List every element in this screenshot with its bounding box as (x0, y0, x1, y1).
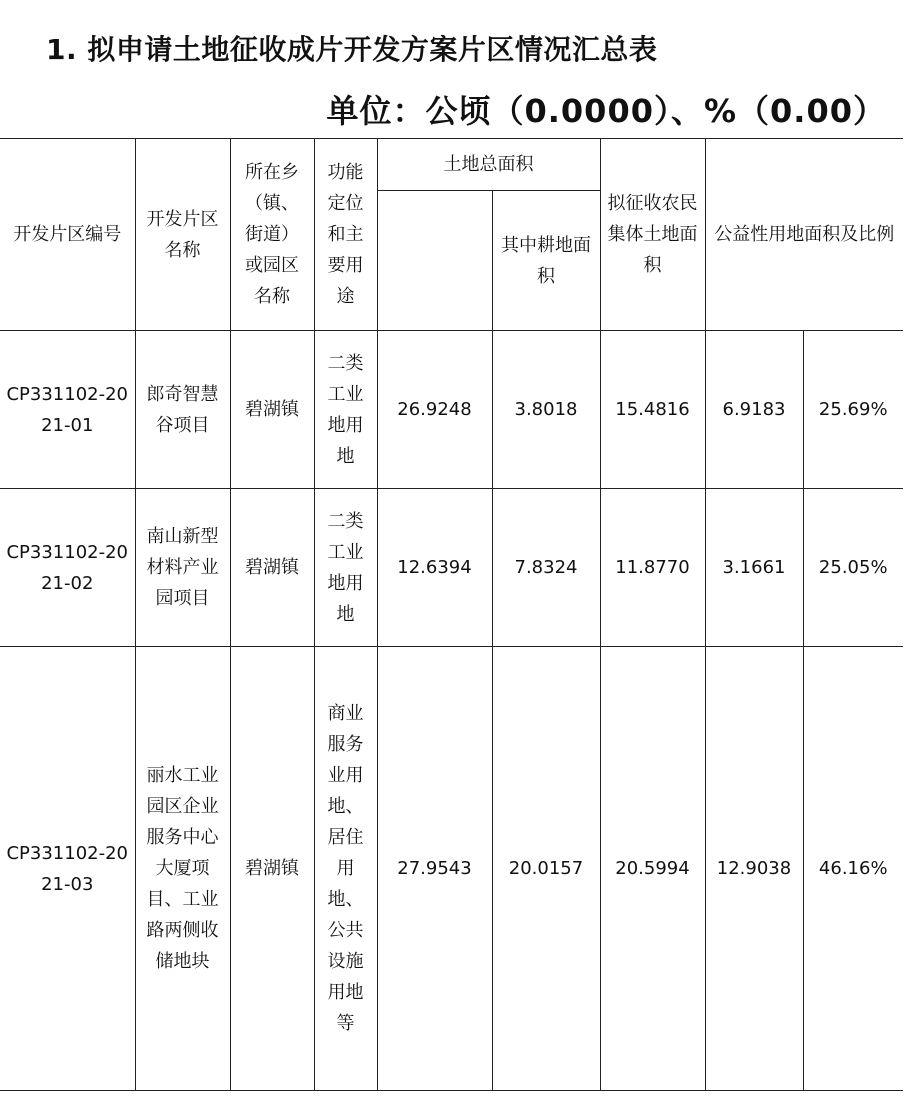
cell-name: 郎奇智慧谷项目 (135, 331, 230, 489)
cell-farmland: 3.8018 (492, 331, 600, 489)
cell-use: 二类工业地用地 (314, 331, 377, 489)
header-public: 公益性用地面积及比例 (705, 139, 903, 331)
cell-public-ratio: 25.05% (803, 489, 903, 647)
header-total-sub (377, 191, 492, 331)
table-row (0, 647, 903, 1091)
header-code: 开发片区编号 (0, 139, 135, 331)
cell-farmland: 20.0157 (492, 647, 600, 1091)
header-town: 所在乡（镇、街道）或园区名称 (230, 139, 314, 331)
page-title: 1. 拟申请土地征收成片开发方案片区情况汇总表 (46, 33, 658, 66)
cell-town: 碧湖镇 (230, 489, 314, 647)
cell-use: 二类工业地用地 (314, 489, 377, 647)
cell-total-area: 26.9248 (377, 331, 492, 489)
cell-total-area: 12.6394 (377, 489, 492, 647)
header-farmland: 其中耕地面积 (492, 191, 600, 331)
cell-code: CP331102-2021-01 (0, 331, 135, 489)
cell-farmland: 7.8324 (492, 489, 600, 647)
header-total-area: 土地总面积 (377, 139, 600, 191)
cell-town: 碧湖镇 (230, 647, 314, 1091)
cell-total-area: 27.9543 (377, 647, 492, 1091)
cell-public-ratio: 46.16% (803, 647, 903, 1091)
cell-collective: 20.5994 (600, 647, 705, 1091)
summary-table (0, 138, 903, 1091)
cell-use: 商业服务业用地、居住用地、公共设施用地等 (314, 647, 377, 1091)
cell-name: 丽水工业园区企业服务中心大厦项目、工业路两侧收储地块 (135, 647, 230, 1091)
header-collective: 拟征收农民集体土地面积 (600, 139, 705, 331)
header-use: 功能定位和主要用途 (314, 139, 377, 331)
cell-collective: 15.4816 (600, 331, 705, 489)
cell-code: CP331102-2021-02 (0, 489, 135, 647)
table-row (0, 489, 903, 647)
cell-name: 南山新型材料产业园项目 (135, 489, 230, 647)
unit-note: 单位：公顷（0.0000）、%（0.00） (326, 92, 886, 130)
cell-public-ratio: 25.69% (803, 331, 903, 489)
cell-public-area: 6.9183 (705, 331, 803, 489)
cell-public-area: 3.1661 (705, 489, 803, 647)
header-row-1 (0, 139, 903, 191)
cell-collective: 11.8770 (600, 489, 705, 647)
cell-town: 碧湖镇 (230, 331, 314, 489)
cell-public-area: 12.9038 (705, 647, 803, 1091)
cell-code: CP331102-2021-03 (0, 647, 135, 1091)
table-row (0, 331, 903, 489)
header-name: 开发片区名称 (135, 139, 230, 331)
